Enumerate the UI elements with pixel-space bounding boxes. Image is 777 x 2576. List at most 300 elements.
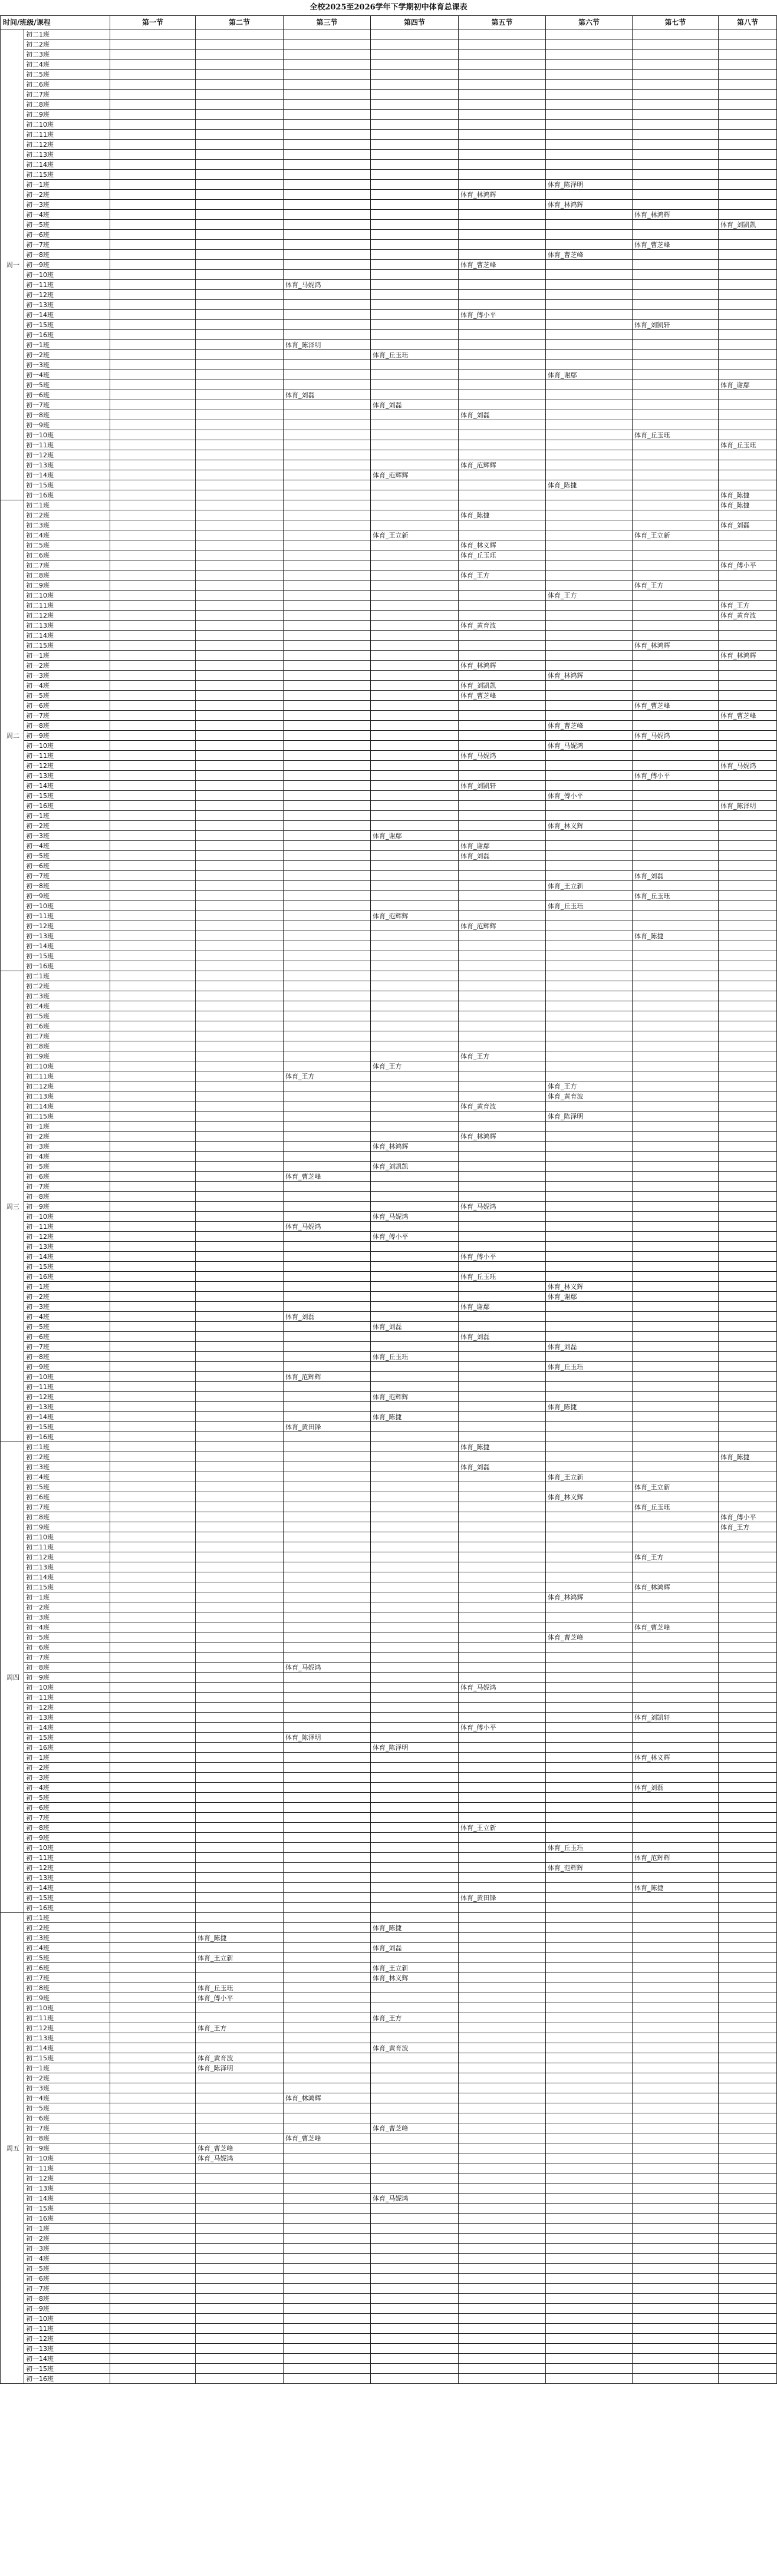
period-cell[interactable]: [110, 2264, 196, 2274]
period-cell[interactable]: [633, 2344, 719, 2354]
period-cell[interactable]: [371, 440, 459, 450]
period-cell[interactable]: [719, 2123, 777, 2133]
period-cell[interactable]: [719, 470, 777, 480]
period-cell[interactable]: 体育_王方: [633, 580, 719, 591]
period-cell[interactable]: [633, 2153, 719, 2163]
period-cell[interactable]: 体育_范辉辉: [546, 1863, 633, 1873]
period-cell[interactable]: 体育_王立新: [196, 1953, 284, 1963]
period-cell[interactable]: [719, 190, 777, 200]
period-cell[interactable]: [459, 631, 546, 641]
period-cell[interactable]: [719, 1312, 777, 1322]
period-cell[interactable]: [719, 831, 777, 841]
period-cell[interactable]: 体育_林义辉: [459, 540, 546, 550]
period-cell[interactable]: [459, 100, 546, 110]
period-cell[interactable]: [633, 1562, 719, 1572]
period-cell[interactable]: [196, 1773, 284, 1783]
period-cell[interactable]: [196, 1963, 284, 1973]
period-cell[interactable]: 体育_陈捷: [719, 500, 777, 510]
period-cell[interactable]: [633, 1592, 719, 1602]
period-cell[interactable]: [284, 2214, 371, 2224]
period-cell[interactable]: [546, 2053, 633, 2063]
period-cell[interactable]: [459, 1122, 546, 1132]
period-cell[interactable]: [719, 70, 777, 80]
period-cell[interactable]: [196, 1041, 284, 1051]
period-cell[interactable]: [284, 1162, 371, 1172]
period-cell[interactable]: [196, 1232, 284, 1242]
period-cell[interactable]: [110, 851, 196, 861]
period-cell[interactable]: [284, 1893, 371, 1903]
period-cell[interactable]: [110, 1572, 196, 1582]
period-cell[interactable]: [719, 2093, 777, 2103]
period-cell[interactable]: 体育_丘玉珏: [371, 350, 459, 360]
period-cell[interactable]: [284, 1182, 371, 1192]
period-cell[interactable]: [546, 1783, 633, 1793]
period-cell[interactable]: [110, 981, 196, 991]
period-cell[interactable]: 体育_刘凯轩: [633, 1713, 719, 1723]
period-cell[interactable]: [546, 1142, 633, 1152]
period-cell[interactable]: [196, 2204, 284, 2214]
period-cell[interactable]: [110, 921, 196, 931]
period-cell[interactable]: [633, 1242, 719, 1252]
period-cell[interactable]: [546, 60, 633, 70]
period-cell[interactable]: [719, 300, 777, 310]
period-cell[interactable]: [284, 1051, 371, 1061]
period-cell[interactable]: [459, 1592, 546, 1602]
period-cell[interactable]: 体育_王方: [284, 1071, 371, 1081]
period-cell[interactable]: 体育_陈捷: [371, 1923, 459, 1933]
period-cell[interactable]: 体育_王方: [719, 601, 777, 611]
period-cell[interactable]: [196, 1743, 284, 1753]
period-cell[interactable]: [546, 1232, 633, 1242]
period-cell[interactable]: [459, 2083, 546, 2093]
period-cell[interactable]: 体育_王方: [371, 1061, 459, 1071]
period-cell[interactable]: [110, 1693, 196, 1703]
period-cell[interactable]: [284, 2153, 371, 2163]
period-cell[interactable]: [719, 1582, 777, 1592]
period-cell[interactable]: [110, 1983, 196, 1993]
period-cell[interactable]: [633, 1001, 719, 1011]
period-cell[interactable]: 体育_刘磊: [546, 1342, 633, 1352]
period-cell[interactable]: [633, 911, 719, 921]
period-cell[interactable]: [719, 2184, 777, 2194]
period-cell[interactable]: [110, 1202, 196, 1212]
period-cell[interactable]: [196, 280, 284, 290]
period-cell[interactable]: [110, 370, 196, 380]
period-cell[interactable]: [633, 2013, 719, 2023]
period-cell[interactable]: [196, 811, 284, 821]
period-cell[interactable]: [284, 190, 371, 200]
period-cell[interactable]: [371, 1903, 459, 1913]
period-cell[interactable]: [284, 641, 371, 651]
period-cell[interactable]: [633, 981, 719, 991]
period-cell[interactable]: [110, 1933, 196, 1943]
period-cell[interactable]: [546, 2083, 633, 2093]
period-cell[interactable]: 体育_马妮鸿: [284, 280, 371, 290]
period-cell[interactable]: [371, 661, 459, 671]
period-cell[interactable]: [546, 701, 633, 711]
period-cell[interactable]: [284, 1673, 371, 1683]
period-cell[interactable]: [196, 1242, 284, 1252]
period-cell[interactable]: [196, 380, 284, 390]
period-cell[interactable]: [459, 500, 546, 510]
period-cell[interactable]: [110, 1653, 196, 1663]
period-cell[interactable]: [459, 2053, 546, 2063]
period-cell[interactable]: [633, 941, 719, 951]
period-cell[interactable]: [371, 520, 459, 530]
period-cell[interactable]: [459, 1232, 546, 1242]
period-cell[interactable]: 体育_谢鄢: [546, 1292, 633, 1302]
period-cell[interactable]: [546, 611, 633, 621]
period-cell[interactable]: [110, 430, 196, 440]
period-cell[interactable]: [546, 1803, 633, 1813]
period-cell[interactable]: [196, 540, 284, 550]
period-cell[interactable]: [284, 951, 371, 961]
period-cell[interactable]: [196, 330, 284, 340]
period-cell[interactable]: [284, 751, 371, 761]
period-cell[interactable]: [284, 1873, 371, 1883]
period-cell[interactable]: [546, 220, 633, 230]
period-cell[interactable]: [110, 1242, 196, 1252]
period-cell[interactable]: [633, 951, 719, 961]
period-cell[interactable]: [110, 170, 196, 180]
period-cell[interactable]: [633, 1352, 719, 1362]
period-cell[interactable]: [459, 390, 546, 400]
period-cell[interactable]: [459, 140, 546, 150]
period-cell[interactable]: [110, 1542, 196, 1552]
period-cell[interactable]: [110, 1061, 196, 1071]
period-cell[interactable]: [284, 270, 371, 280]
period-cell[interactable]: [196, 1532, 284, 1542]
period-cell[interactable]: [110, 1292, 196, 1302]
period-cell[interactable]: [110, 821, 196, 831]
period-cell[interactable]: [110, 791, 196, 801]
period-cell[interactable]: [719, 1913, 777, 1923]
period-cell[interactable]: [284, 1302, 371, 1312]
period-cell[interactable]: [196, 1462, 284, 1472]
period-cell[interactable]: [371, 1021, 459, 1031]
period-cell[interactable]: [719, 1592, 777, 1602]
period-cell[interactable]: [110, 1893, 196, 1903]
period-cell[interactable]: [196, 2194, 284, 2204]
period-cell[interactable]: [719, 2163, 777, 2173]
period-cell[interactable]: [459, 450, 546, 460]
period-cell[interactable]: [459, 1883, 546, 1893]
period-cell[interactable]: [546, 2184, 633, 2194]
period-cell[interactable]: [196, 831, 284, 841]
period-cell[interactable]: [110, 1091, 196, 1101]
period-cell[interactable]: [196, 1031, 284, 1041]
period-cell[interactable]: [196, 1262, 284, 1272]
period-cell[interactable]: [719, 2194, 777, 2204]
period-cell[interactable]: [196, 641, 284, 651]
period-cell[interactable]: [459, 2113, 546, 2123]
period-cell[interactable]: [371, 190, 459, 200]
period-cell[interactable]: [110, 2133, 196, 2143]
period-cell[interactable]: [196, 1542, 284, 1552]
period-cell[interactable]: [719, 340, 777, 350]
period-cell[interactable]: [719, 911, 777, 921]
period-cell[interactable]: [459, 2274, 546, 2284]
period-cell[interactable]: [459, 981, 546, 991]
period-cell[interactable]: [284, 1843, 371, 1853]
period-cell[interactable]: [196, 240, 284, 250]
period-cell[interactable]: [459, 1242, 546, 1252]
period-cell[interactable]: 体育_林义辉: [546, 1282, 633, 1292]
period-cell[interactable]: [371, 2274, 459, 2284]
period-cell[interactable]: [196, 1923, 284, 1933]
period-cell[interactable]: [196, 1122, 284, 1132]
period-cell[interactable]: [196, 1212, 284, 1222]
period-cell[interactable]: [371, 2224, 459, 2234]
period-cell[interactable]: [284, 1963, 371, 1973]
period-cell[interactable]: 体育_刘磊: [719, 520, 777, 530]
period-cell[interactable]: [546, 2043, 633, 2053]
period-cell[interactable]: [719, 1602, 777, 1612]
period-cell[interactable]: 体育_曹芝峰: [546, 250, 633, 260]
period-cell[interactable]: [196, 1051, 284, 1061]
period-cell[interactable]: [719, 90, 777, 100]
period-cell[interactable]: [110, 2033, 196, 2043]
period-cell[interactable]: 体育_丘玉珏: [719, 440, 777, 450]
period-cell[interactable]: [284, 1552, 371, 1562]
period-cell[interactable]: [196, 1653, 284, 1663]
period-cell[interactable]: [719, 2043, 777, 2053]
period-cell[interactable]: [371, 2284, 459, 2294]
period-cell[interactable]: [110, 380, 196, 390]
period-cell[interactable]: [459, 1602, 546, 1612]
period-cell[interactable]: [196, 671, 284, 681]
period-cell[interactable]: [196, 2123, 284, 2133]
period-cell[interactable]: [546, 1873, 633, 1883]
period-cell[interactable]: [546, 981, 633, 991]
period-cell[interactable]: [719, 1733, 777, 1743]
period-cell[interactable]: [284, 1362, 371, 1372]
period-cell[interactable]: [546, 1853, 633, 1863]
period-cell[interactable]: [459, 2163, 546, 2173]
period-cell[interactable]: [459, 230, 546, 240]
period-cell[interactable]: 体育_陈泽明: [284, 1733, 371, 1743]
period-cell[interactable]: [633, 270, 719, 280]
period-cell[interactable]: [633, 1142, 719, 1152]
period-cell[interactable]: 体育_丘玉珏: [371, 1352, 459, 1362]
period-cell[interactable]: [546, 310, 633, 320]
period-cell[interactable]: [196, 2013, 284, 2023]
period-cell[interactable]: [371, 1312, 459, 1322]
period-cell[interactable]: [633, 180, 719, 190]
period-cell[interactable]: [196, 721, 284, 731]
period-cell[interactable]: [546, 1412, 633, 1422]
period-cell[interactable]: 体育_范辉辉: [371, 911, 459, 921]
period-cell[interactable]: [371, 2354, 459, 2364]
period-cell[interactable]: [719, 60, 777, 70]
period-cell[interactable]: [719, 1051, 777, 1061]
period-cell[interactable]: [719, 1903, 777, 1913]
period-cell[interactable]: [110, 1031, 196, 1041]
period-cell[interactable]: [633, 1833, 719, 1843]
period-cell[interactable]: 体育_傅小平: [459, 1723, 546, 1733]
period-cell[interactable]: [633, 1111, 719, 1122]
period-cell[interactable]: [371, 290, 459, 300]
period-cell[interactable]: [719, 2314, 777, 2324]
period-cell[interactable]: [633, 1873, 719, 1883]
period-cell[interactable]: [546, 1622, 633, 1632]
period-cell[interactable]: [459, 811, 546, 821]
period-cell[interactable]: [459, 2354, 546, 2364]
period-cell[interactable]: [371, 320, 459, 330]
period-cell[interactable]: [110, 2374, 196, 2384]
period-cell[interactable]: [110, 1502, 196, 1512]
period-cell[interactable]: [110, 1622, 196, 1632]
period-cell[interactable]: [633, 480, 719, 490]
period-cell[interactable]: [546, 1302, 633, 1312]
period-cell[interactable]: [284, 110, 371, 120]
period-cell[interactable]: [546, 1572, 633, 1582]
period-cell[interactable]: [284, 1933, 371, 1943]
period-cell[interactable]: [633, 1733, 719, 1743]
period-cell[interactable]: [546, 1552, 633, 1562]
period-cell[interactable]: [110, 1422, 196, 1432]
period-cell[interactable]: [196, 1492, 284, 1502]
period-cell[interactable]: [459, 771, 546, 781]
period-cell[interactable]: [371, 1572, 459, 1582]
period-cell[interactable]: [371, 921, 459, 931]
period-cell[interactable]: 体育_曹芝峰: [546, 721, 633, 731]
period-cell[interactable]: [110, 140, 196, 150]
period-cell[interactable]: [110, 270, 196, 280]
period-cell[interactable]: [284, 430, 371, 440]
period-cell[interactable]: [719, 1091, 777, 1101]
period-cell[interactable]: [459, 1542, 546, 1552]
period-cell[interactable]: [371, 901, 459, 911]
period-cell[interactable]: [284, 70, 371, 80]
period-cell[interactable]: [371, 1993, 459, 2003]
period-cell[interactable]: [719, 120, 777, 130]
period-cell[interactable]: [196, 460, 284, 470]
period-cell[interactable]: [459, 200, 546, 210]
period-cell[interactable]: [633, 1442, 719, 1452]
period-cell[interactable]: [546, 1562, 633, 1572]
period-cell[interactable]: [719, 1162, 777, 1172]
period-cell[interactable]: [196, 1853, 284, 1863]
period-cell[interactable]: [284, 1863, 371, 1873]
period-cell[interactable]: [633, 2043, 719, 2053]
period-cell[interactable]: [459, 2073, 546, 2083]
period-cell[interactable]: [459, 1693, 546, 1703]
period-cell[interactable]: [719, 570, 777, 580]
period-cell[interactable]: [110, 150, 196, 160]
period-cell[interactable]: [371, 811, 459, 821]
period-cell[interactable]: [110, 2344, 196, 2354]
period-cell[interactable]: [633, 1723, 719, 1733]
period-cell[interactable]: [371, 1101, 459, 1111]
period-cell[interactable]: [196, 390, 284, 400]
period-cell[interactable]: [110, 1182, 196, 1192]
period-cell[interactable]: [110, 1212, 196, 1222]
period-cell[interactable]: [459, 1793, 546, 1803]
period-cell[interactable]: [719, 1071, 777, 1081]
period-cell[interactable]: [459, 1372, 546, 1382]
period-cell[interactable]: [371, 1342, 459, 1352]
period-cell[interactable]: [719, 1993, 777, 2003]
period-cell[interactable]: [196, 1552, 284, 1562]
period-cell[interactable]: [284, 1753, 371, 1763]
period-cell[interactable]: [719, 701, 777, 711]
period-cell[interactable]: [459, 1753, 546, 1763]
period-cell[interactable]: [110, 1552, 196, 1562]
period-cell[interactable]: [196, 1442, 284, 1452]
period-cell[interactable]: [284, 861, 371, 871]
period-cell[interactable]: [633, 250, 719, 260]
period-cell[interactable]: [459, 490, 546, 500]
period-cell[interactable]: [633, 1773, 719, 1783]
period-cell[interactable]: [110, 1673, 196, 1683]
period-cell[interactable]: [719, 1542, 777, 1552]
period-cell[interactable]: [196, 1061, 284, 1071]
period-cell[interactable]: [371, 1001, 459, 1011]
period-cell[interactable]: [284, 891, 371, 901]
period-cell[interactable]: [110, 2063, 196, 2073]
period-cell[interactable]: [546, 2123, 633, 2133]
period-cell[interactable]: [719, 370, 777, 380]
period-cell[interactable]: [633, 260, 719, 270]
period-cell[interactable]: [459, 1803, 546, 1813]
period-cell[interactable]: [284, 681, 371, 691]
period-cell[interactable]: [633, 1673, 719, 1683]
period-cell[interactable]: [371, 1432, 459, 1442]
period-cell[interactable]: [371, 29, 459, 39]
period-cell[interactable]: [371, 1813, 459, 1823]
period-cell[interactable]: 体育_马妮鸿: [459, 1202, 546, 1212]
period-cell[interactable]: [633, 1462, 719, 1472]
period-cell[interactable]: [459, 1963, 546, 1973]
period-cell[interactable]: [110, 1612, 196, 1622]
period-cell[interactable]: [546, 1943, 633, 1953]
period-cell[interactable]: [633, 2033, 719, 2043]
period-cell[interactable]: [284, 2224, 371, 2234]
period-cell[interactable]: [633, 230, 719, 240]
period-cell[interactable]: [371, 1673, 459, 1683]
period-cell[interactable]: [110, 1152, 196, 1162]
period-cell[interactable]: 体育_林鸿辉: [546, 671, 633, 681]
period-cell[interactable]: [719, 901, 777, 911]
period-cell[interactable]: [546, 320, 633, 330]
period-cell[interactable]: [196, 2284, 284, 2294]
period-cell[interactable]: 体育_王方: [371, 2013, 459, 2023]
period-cell[interactable]: [110, 1733, 196, 1743]
period-cell[interactable]: [371, 971, 459, 981]
period-cell[interactable]: [459, 591, 546, 601]
period-cell[interactable]: [719, 1422, 777, 1432]
period-cell[interactable]: [719, 290, 777, 300]
period-cell[interactable]: [546, 2143, 633, 2153]
period-cell[interactable]: [284, 1111, 371, 1122]
period-cell[interactable]: [546, 1242, 633, 1252]
period-cell[interactable]: [284, 100, 371, 110]
period-cell[interactable]: 体育_马妮鸿: [546, 741, 633, 751]
period-cell[interactable]: [110, 1522, 196, 1532]
period-cell[interactable]: [633, 881, 719, 891]
period-cell[interactable]: [719, 1202, 777, 1212]
period-cell[interactable]: [633, 1081, 719, 1091]
period-cell[interactable]: [633, 2143, 719, 2153]
period-cell[interactable]: [110, 1863, 196, 1873]
period-cell[interactable]: [459, 1833, 546, 1843]
period-cell[interactable]: [284, 1081, 371, 1091]
period-cell[interactable]: [633, 1542, 719, 1552]
period-cell[interactable]: [546, 1322, 633, 1332]
period-cell[interactable]: [459, 130, 546, 140]
period-cell[interactable]: [719, 1382, 777, 1392]
